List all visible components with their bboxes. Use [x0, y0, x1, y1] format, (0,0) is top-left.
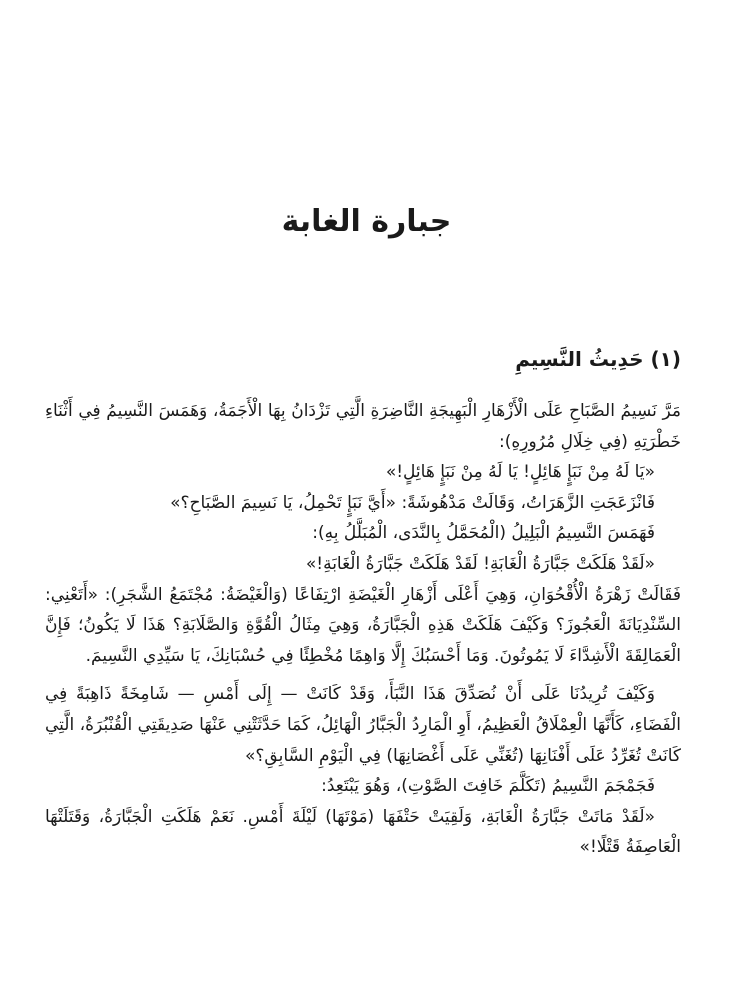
section-heading: (١) حَدِيثُ النَّسِيمِ — [515, 347, 681, 371]
paragraph-breeze-whisper: فَهَمَسَ النَّسِيمُ الْبَلِيلُ (الْمُحَمَّلُ بِالنَّدَى، الْمُبَلَّلُ بِهِ): — [312, 523, 655, 544]
paragraph-flowers-ask: فَانْزَعَجَتِ الزَّهَرَاتُ، وَقَالَتْ مَدْهُوشَةً: «أَيَّ نَبَإٍ تَحْمِلُ، يَا نَسِيمَ الصَّبَاحِ؟» — [170, 492, 655, 513]
paragraph-daisy-doubt: وَكَيْفَ تُرِيدُنَا عَلَى أَنْ نُصَدِّقَ هَذَا النَّبَأَ، وَقَدْ كَانَتْ — إِلَى أَمْسِ — شَامِخَةً ذَاهِبَةً فِي الْفَضَاءِ، كَأَنَّهَا الْعِمْلَاقُ الْعَظِيمُ، أَوِ الْمَارِدُ الْجَبَّارُ الْهَائِلُ، كَمَا حَدَّثَتْنِي عَنْهَا صَدِيقَتِي الْقُنْبُرَةُ، الَّتِي كَانَتْ تُغَرِّدُ عَلَى أَفْنَانِهَا (تُغَنِّي عَلَى أَغْصَانِهَا) فِي الْيَوْمِ السَّابِقِ؟» — [45, 684, 681, 766]
paragraph-daisy-reply: فَقَالَتْ زَهْرَةُ الْأُقْحُوَانِ، وَهِيَ أَعْلَى أَزْهَارِ الْغَيْضَةِ ارْتِفَاعًا (وَالْغَيْضَةُ: مُجْتَمَعُ الشَّجَرِ): «أَتَعْنِي: السِّنْدِيَانَةَ الْعَجُوزَ؟ وَكَيْفَ هَلَكَتْ هَذِهِ الْجَبَّارَةُ، وَهِيَ مِثَالُ الْقُوَّةِ وَالصَّلَابَةِ؟ هَذَا لَا يَكُونُ؛ فَإِنَّ الْعَمَالِقَةَ الْأَشِدَّاءَ لَا يَمُوتُونَ. وَمَا أَحْسَبُكَ إِلَّا وَاهِمًا مُخْطِئًا فِي حُسْبَانِكَ، يَا سَيِّدِي النَّسِيمَ. — [45, 584, 681, 666]
chapter-title: جبارة الغابة — [281, 204, 452, 239]
body-text — [45, 396, 681, 863]
paragraph-breeze-news: «لَقَدْ هَلَكَتْ جَبَّارَةُ الْغَابَةِ! لَقَدْ هَلَكَتْ جَبَّارَةُ الْغَابَةِ!» — [305, 553, 655, 574]
paragraph-breeze-cry: «يَا لَهُ مِنْ نَبَإٍ هَائِلٍ! يَا لَهُ مِنْ نَبَإٍ هَائِلٍ!» — [385, 462, 655, 483]
paragraph-breeze-final: «لَقَدْ مَاتَتْ جَبَّارَةُ الْغَابَةِ، وَلَقِيَتْ حَتْفَهَا (مَوْتَهَا) لَيْلَةَ أَمْسِ. نَعَمْ هَلَكَتِ الْجَبَّارَةُ، وَقَتَلَتْهَا الْعَاصِفَةُ قَتْلًا!» — [45, 806, 681, 858]
paragraph-breeze-murmur: فَجَمْجَمَ النَّسِيمُ (تَكَلَّمَ خَافِتَ الصَّوْتِ)، وَهُوَ يَبْتَعِدُ: — [321, 776, 655, 797]
paragraph-intro: مَرَّ نَسِيمُ الصَّبَاحِ عَلَى الْأَزْهَارِ الْبَهِيجَةِ النَّاضِرَةِ الَّتِي تَزْدَانُ بِهَا الْأَجَمَةُ، وَهَمَسَ النَّسِيمُ فِي أَثْنَاءِ خَطْرَتِهِ (فِي خِلَالِ مُرُورِهِ): — [45, 401, 681, 452]
